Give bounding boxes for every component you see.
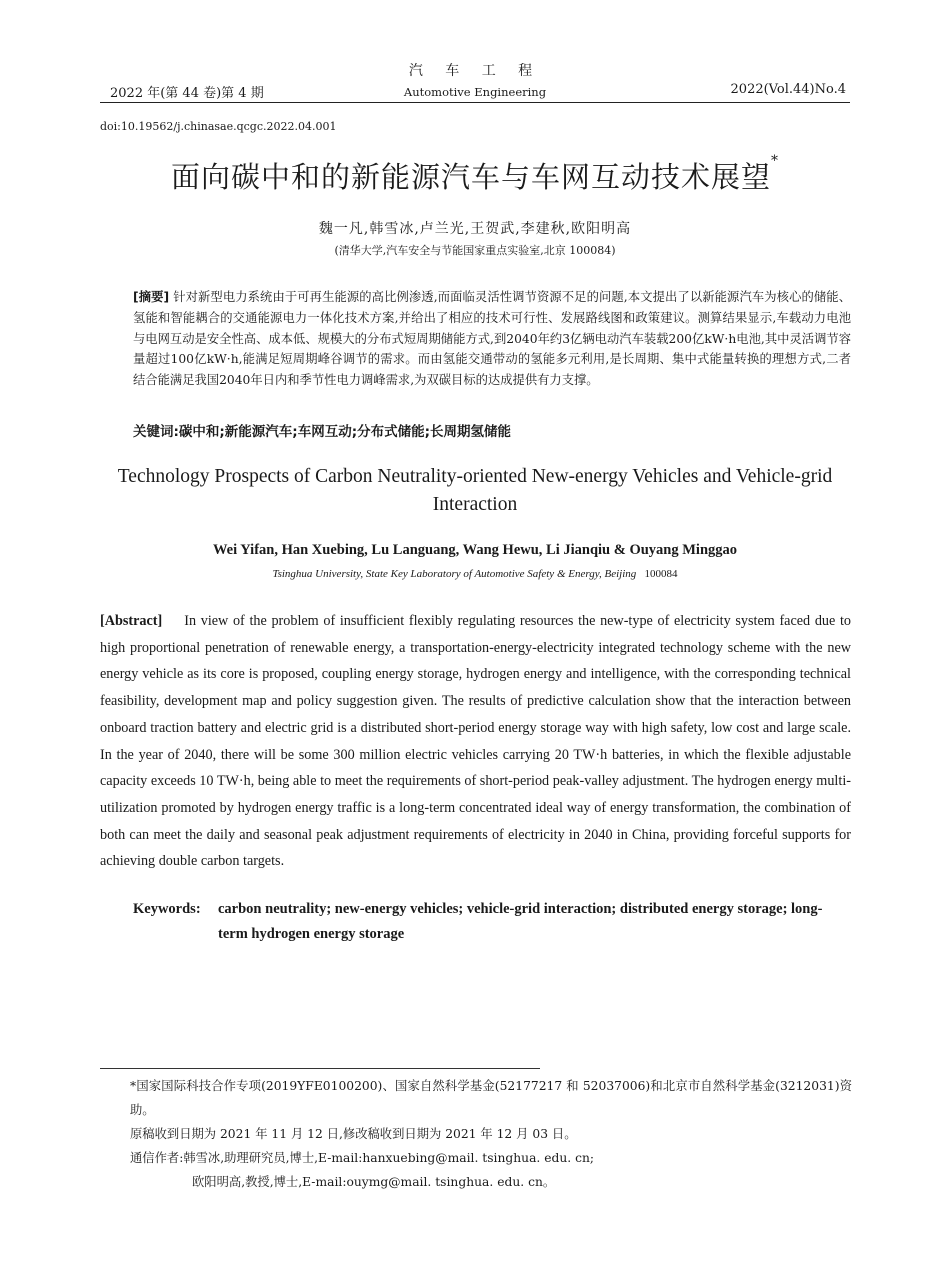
funding-footnote-mark: * — [771, 153, 779, 169]
abstract-en — [100, 608, 851, 875]
keywords-cn-text: 碳中和;新能源汽车;车网互动;分布式储能;长周期氢储能 — [178, 424, 512, 440]
issue-info-en: 2022(Vol.44)No.4 — [730, 82, 846, 97]
paper-title-cn-text: 面向碳中和的新能源汽车与车网互动技术展望 — [170, 160, 771, 194]
correspondence-note-1: 通信作者:韩雪冰,助理研究员,博士,E-mail:hanxuebing@mail. tsinghua. edu. cn; — [130, 1151, 595, 1165]
footnotes — [130, 1074, 852, 1194]
paper-title-cn — [0, 155, 950, 196]
doi: doi:10.19562/j.chinasae.qcgc.2022.04.001 — [100, 120, 337, 133]
journal-name-en: Automotive Engineering — [403, 85, 547, 99]
abstract-cn-label: [摘要] — [133, 290, 170, 304]
received-date-note: 原稿收到日期为 2021 年 11 月 12 日,修改稿收到日期为 2021 年 12 月 03 日。 — [130, 1127, 577, 1141]
keywords-en-text: carbon neutrality; new-energy vehicles; vehicle-grid interaction; distributed energy storage; long-term hydrogen energy storage — [218, 901, 823, 942]
journal-name-cn: 汽 车 工 程 — [408, 63, 542, 79]
funding-note: *国家国际科技合作专项(2019YFE0100200)、国家自然科学基金(52177217 和 52037006)和北京市自然科学基金(3212031)资助。 — [130, 1079, 852, 1117]
footnote-divider — [100, 1068, 540, 1069]
issue-info-cn: 2022 年(第 44 卷)第 4 期 — [110, 86, 264, 101]
keywords-cn — [133, 420, 851, 440]
affiliation-cn: (清华大学,汽车安全与节能国家重点实验室,北京 100084) — [334, 244, 616, 257]
affiliation-en-zip: 100084 — [644, 568, 678, 580]
affiliation-en-text: Tsinghua University, State Key Laboratory of Automotive Safety & Energy, Beijing — [272, 568, 637, 580]
authors-cn: 魏一凡,韩雪冰,卢兰光,王贺武,李建秋,欧阳明高 — [318, 221, 632, 237]
keywords-en — [133, 897, 851, 946]
paper-title-en: Technology Prospects of Carbon Neutrality-oriented New-energy Vehicles and Vehicle-grid Interaction — [117, 466, 833, 515]
authors-en: Wei Yifan, Han Xuebing, Lu Languang, Wang Hewu, Li Jianqiu & Ouyang Minggao — [212, 542, 738, 558]
affiliation-en — [0, 568, 950, 580]
correspondence-note-2: 欧阳明高,教授,博士,E-mail:ouymg@mail. tsinghua. edu. cn。 — [192, 1175, 556, 1189]
abstract-cn — [133, 287, 851, 391]
keywords-cn-label: 关键词: — [133, 424, 179, 440]
keywords-en-label: Keywords: — [133, 901, 201, 917]
abstract-en-label: [Abstract] — [100, 613, 163, 629]
abstract-en-text: In view of the problem of insufficient flexibly regulating resources the new-type of electricity system faced due to high proportional penetration of renewable energy, a transportation-energy-electricity integrated technology scheme with the new energy vehicle as its core is proposed, coupling energy storage, hydrogen energy and intelligence, with the corresponding technical feasibility, development map and policy suggestion given. The results of predictive calculation show that the interaction between onboard traction battery and electric grid is a distributed short-period energy storage way with high safety, low cost and large scale. In the year of 2040, there will be some 300 million electric vehicles carrying 20 TW·h batteries, in which the flexible adjustable capacity exceeds 10 TW·h, being able to meet the requirements of short-period peak-valley adjustment. The hydrogen energy multi-utilization promoted by hydrogen energy traffic is a long-term concentrated ideal way of energy transformation, the combination of both can meet the daily and seasonal peak adjustment requirements of electricity in 2040 in China, providing forceful supports for achieving double carbon targets. — [100, 613, 851, 870]
header-divider — [100, 102, 850, 103]
abstract-cn-text: 针对新型电力系统由于可再生能源的高比例渗透,而面临灵活性调节资源不足的问题,本文提出了以新能源汽车为核心的储能、氢能和智能耦合的交通能源电力一体化技术方案,并给出了相应的技术可行性、发展路线图和政策建议。测算结果显示,车载动力电池与电网互动是安全性高、成本低、规模大的分布式短周期储能方式,到2040年约3亿辆电动汽车装载200亿kW·h电池,其中灵活调节容量超过100亿kW·h,能满足短周期峰谷调节的需求。而由氢能交通带动的氢能多元利用,是长周期、集中式能量转换的理想方式,二者结合能满足我国2040年日内和季节性电力调峰需求,为双碳目标的达成提供有力支撑。 — [133, 290, 851, 388]
